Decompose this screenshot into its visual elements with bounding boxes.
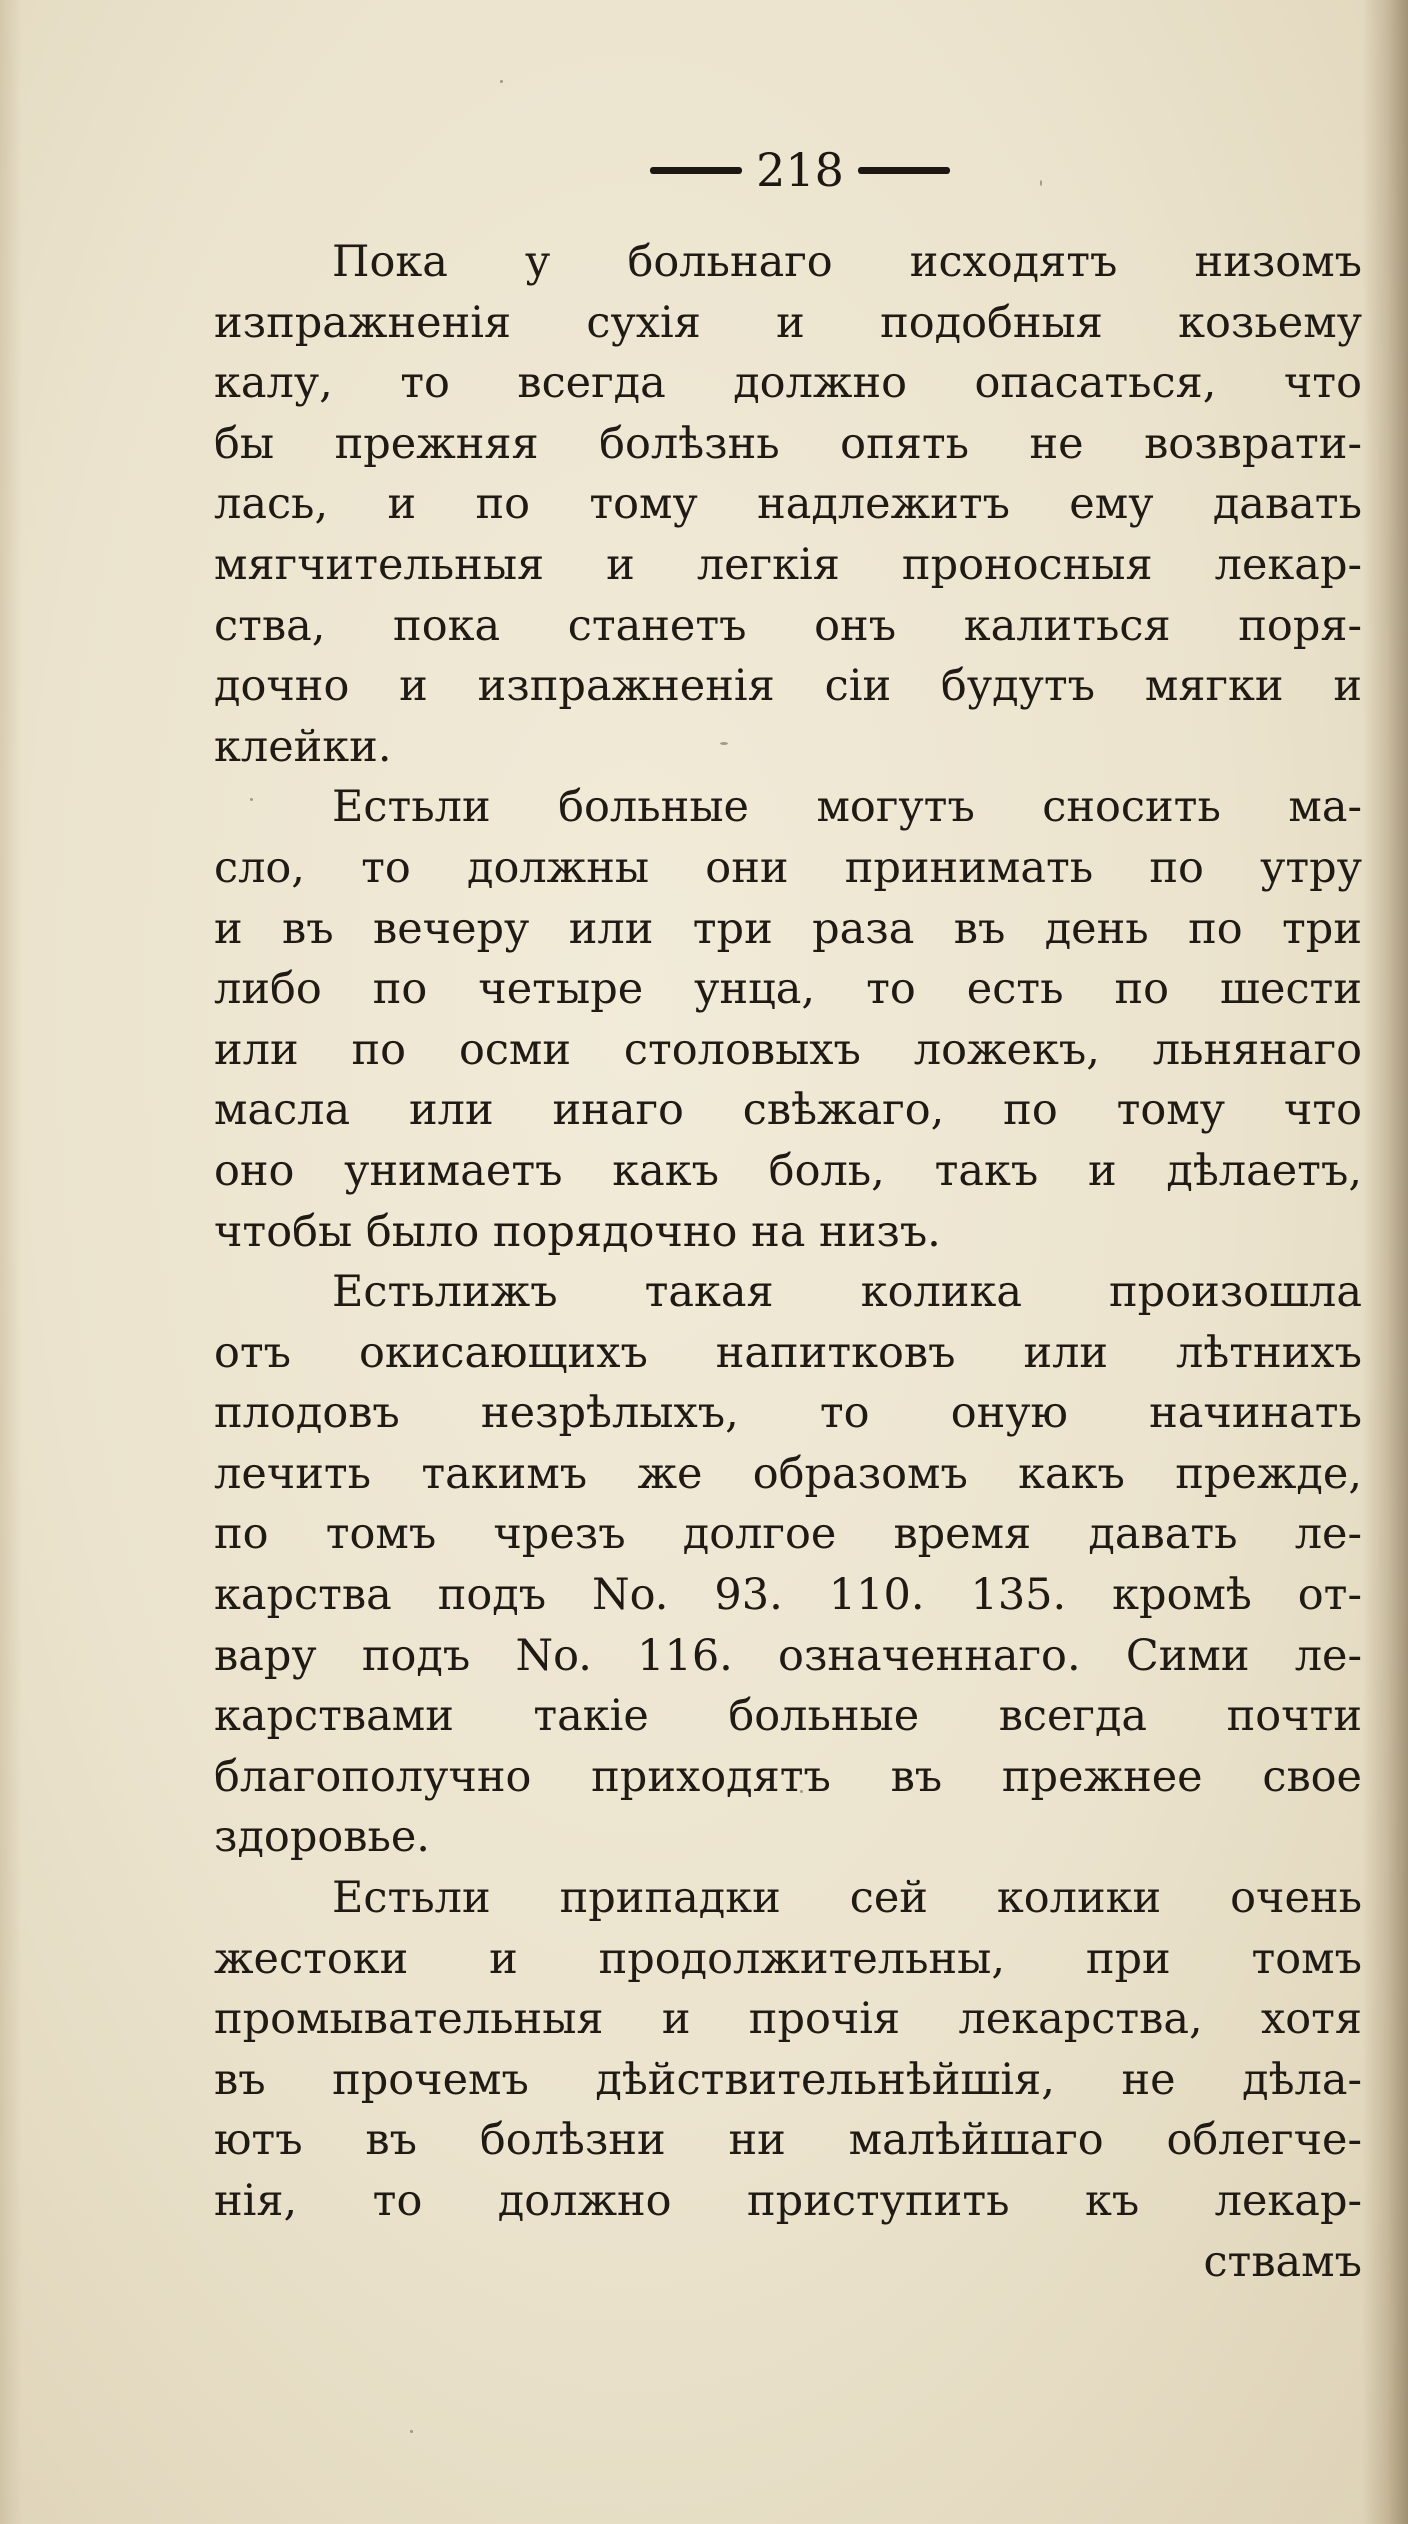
text-line: клейки. <box>214 721 392 772</box>
text-line: либо по четыре унца, то есть по шести <box>214 964 1362 1015</box>
text-line: жестоки и продолжительны, при томъ <box>214 1933 1362 1984</box>
text-line: лась, и по тому надлежитъ ему давать <box>214 479 1362 530</box>
text-line: вару подъ No. 116. означеннаго. Сими ле- <box>214 1630 1362 1681</box>
text-line: дочно и изпражненія сіи будутъ мягки и <box>214 661 1362 712</box>
paper-speck <box>500 80 503 83</box>
text-line: плодовъ незрѣлыхъ, то оную начинать <box>214 1388 1362 1439</box>
page-right-shadow <box>1362 0 1408 2524</box>
text-line: Естьлижъ такая колика произошла <box>332 1267 1362 1318</box>
text-line: карствами такіе больные всегда почти <box>214 1691 1362 1742</box>
text-line: чтобы было порядочно на низъ. <box>214 1206 941 1257</box>
text-line: отъ окисающихъ напитковъ или лѣтнихъ <box>214 1327 1362 1378</box>
text-line: изпражненія сухія и подобныя козьему <box>214 297 1362 348</box>
text-line: ства, пока станетъ онъ калиться поря- <box>214 600 1362 651</box>
text-line: Пока у больнаго исходятъ низомъ <box>332 237 1362 287</box>
body-text <box>214 232 1362 2292</box>
text-line: сло, то должны они принимать по утру <box>214 842 1362 893</box>
header-dash-right <box>858 167 950 174</box>
text-line: Естьли больные могутъ сносить ма- <box>332 782 1362 833</box>
page-header <box>620 140 980 200</box>
text-line: мягчительныя и легкія проносныя лекар- <box>214 539 1362 590</box>
paper-speck <box>1040 180 1042 186</box>
text-line: промывательныя и прочія лекарства, хотя <box>214 1994 1362 2045</box>
text-line: здоровье. <box>214 1812 430 1863</box>
text-line: Естьли припадки сей колики очень <box>332 1873 1362 1924</box>
text-line: калу, то всегда должно опасаться, что <box>214 358 1362 409</box>
text-line: въ прочемъ дѣйствительнѣйшія, не дѣла- <box>214 2054 1362 2105</box>
catchword: ствамъ <box>1203 2236 1362 2287</box>
paper-speck <box>410 2430 413 2433</box>
text-line: карства подъ No. 93. 110. 135. кромѣ от- <box>214 1570 1362 1621</box>
text-line: благополучно приходятъ въ прежнее свое <box>214 1751 1362 1802</box>
page-left-shadow <box>0 0 22 2524</box>
text-line: масла или инаго свѣжаго, по тому что <box>214 1085 1362 1136</box>
text-line: по томъ чрезъ долгое время давать ле- <box>214 1509 1362 1560</box>
text-line: оно унимаетъ какъ боль, такъ и дѣлаетъ, <box>214 1145 1362 1196</box>
header-dash-left <box>650 167 742 174</box>
text-line: и въ вечеру или три раза въ день по три <box>214 903 1362 954</box>
text-line: или по осми столовыхъ ложекъ, льнянаго <box>214 1024 1362 1075</box>
page-number: 218 <box>756 143 844 197</box>
text-line: ютъ въ болѣзни ни малѣйшаго облегче- <box>214 2115 1362 2166</box>
text-line: бы прежняя болѣзнь опять не возврати- <box>214 418 1362 469</box>
text-line: нія, то должно приступить къ лекар- <box>214 2176 1362 2226</box>
text-line: лечить такимъ же образомъ какъ прежде, <box>214 1448 1362 1499</box>
